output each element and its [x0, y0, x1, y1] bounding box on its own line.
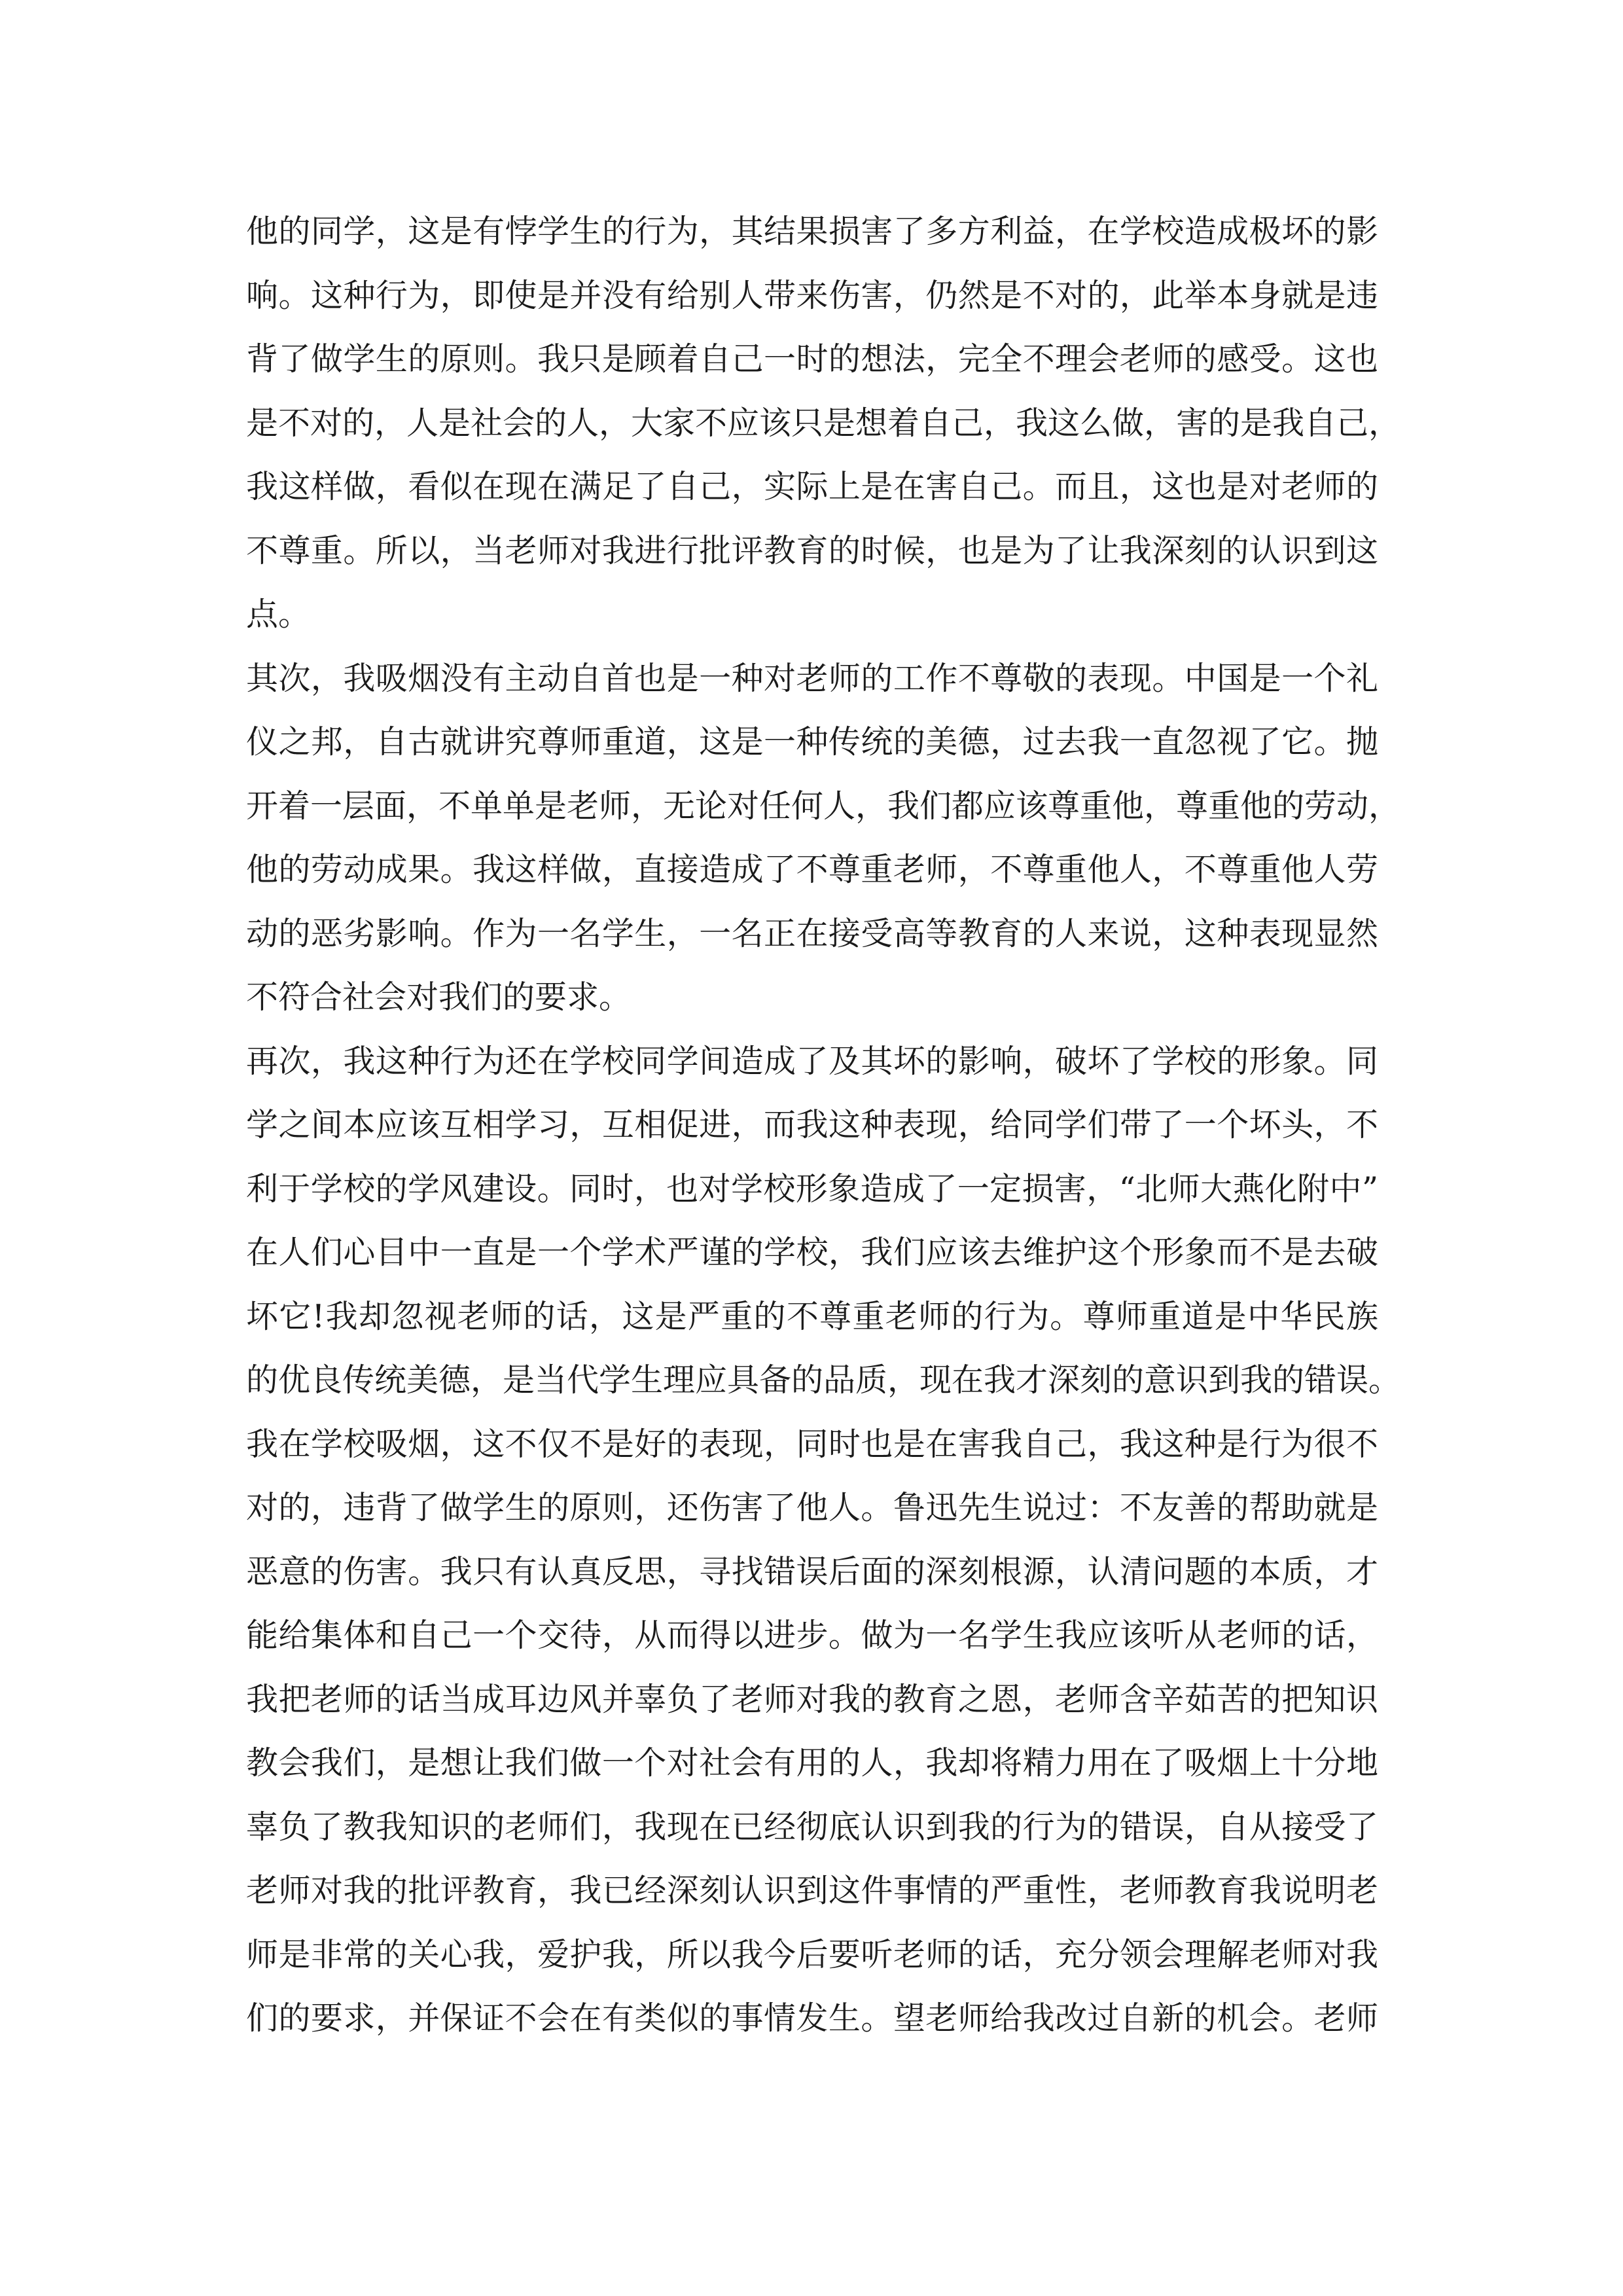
text-line: 师是非常的关心我，爱护我，所以我今后要听老师的话，充分领会理解老师对我	[246, 1935, 1378, 1973]
text-line: 背了做学生的原则。我只是顾着自己一时的想法，完全不理会老师的感受。这也	[246, 340, 1378, 378]
text-line: 利于学校的学风建设。同时，也对学校形象造成了一定损害，“北师大燕化附中”	[246, 1170, 1378, 1208]
text-line: 其次，我吸烟没有主动自首也是一种对老师的工作不尊敬的表现。中国是一个礼	[246, 659, 1378, 697]
text-line: 恶意的伤害。我只有认真反思，寻找错误后面的深刻根源，认清问题的本质，才	[246, 1552, 1378, 1590]
text-line: 仪之邦，自古就讲究尊师重道，这是一种传统的美德，过去我一直忽视了它。抛	[246, 723, 1378, 761]
text-line: 是不对的，人是社会的人，大家不应该只是想着自己，我这么做，害的是我自己，	[246, 404, 1401, 442]
text-line: 开着一层面，不单单是老师，无论对任何人，我们都应该尊重他，尊重他的劳动，	[246, 787, 1401, 825]
text-line: 对的，违背了做学生的原则，还伤害了他人。鲁迅先生说过：不友善的帮助就是	[246, 1489, 1378, 1526]
text-line: 辜负了教我知识的老师们，我现在已经彻底认识到我的行为的错误，自从接受了	[246, 1808, 1378, 1846]
text-line: 他的同学，这是有悖学生的行为，其结果损害了多方利益，在学校造成极坏的影	[246, 213, 1378, 250]
text-line: 的优良传统美德，是当代学生理应具备的品质，现在我才深刻的意识到我的错误。	[246, 1361, 1401, 1399]
text-line: 学之间本应该互相学习，互相促进，而我这种表现，给同学们带了一个坏头，不	[246, 1106, 1378, 1143]
text-line: 我把老师的话当成耳边风并辜负了老师对我的教育之恩，老师含辛茹苦的把知识	[246, 1680, 1378, 1718]
text-line: 我这样做，看似在现在满足了自己，实际上是在害自己。而且，这也是对老师的	[246, 468, 1378, 505]
text-line: 坏它!我却忽视老师的话，这是严重的不尊重老师的行为。尊师重道是中华民族	[246, 1297, 1378, 1335]
text-line: 们的要求，并保证不会在有类似的事情发生。望老师给我改过自新的机会。老师	[246, 2000, 1378, 2037]
body-text	[246, 200, 1401, 2051]
text-line: 点。	[246, 596, 311, 633]
text-line: 动的恶劣影响。作为一名学生，一名正在接受高等教育的人来说，这种表现显然	[246, 914, 1378, 952]
text-line: 教会我们，是想让我们做一个对社会有用的人，我却将精力用在了吸烟上十分地	[246, 1744, 1378, 1782]
text-line: 老师对我的批评教育，我已经深刻认识到这件事情的严重性，老师教育我说明老	[246, 1872, 1378, 1909]
text-line: 他的劳动成果。我这样做，直接造成了不尊重老师，不尊重他人，不尊重他人劳	[246, 851, 1378, 888]
text-line: 我在学校吸烟，这不仅不是好的表现，同时也是在害我自己，我这种是行为很不	[246, 1425, 1378, 1463]
text-line: 不尊重。所以，当老师对我进行批评教育的时候，也是为了让我深刻的认识到这	[246, 531, 1378, 569]
text-line: 能给集体和自己一个交待，从而得以进步。做为一名学生我应该听从老师的话，	[246, 1617, 1378, 1654]
text-line: 不符合社会对我们的要求。	[246, 978, 632, 1016]
text-line: 响。这种行为，即使是并没有给别人带来伤害，仍然是不对的，此举本身就是违	[246, 276, 1378, 314]
text-line: 再次，我这种行为还在学校同学间造成了及其坏的影响，破坏了学校的形象。同	[246, 1042, 1378, 1080]
text-line: 在人们心目中一直是一个学术严谨的学校，我们应该去维护这个形象而不是去破	[246, 1234, 1378, 1271]
